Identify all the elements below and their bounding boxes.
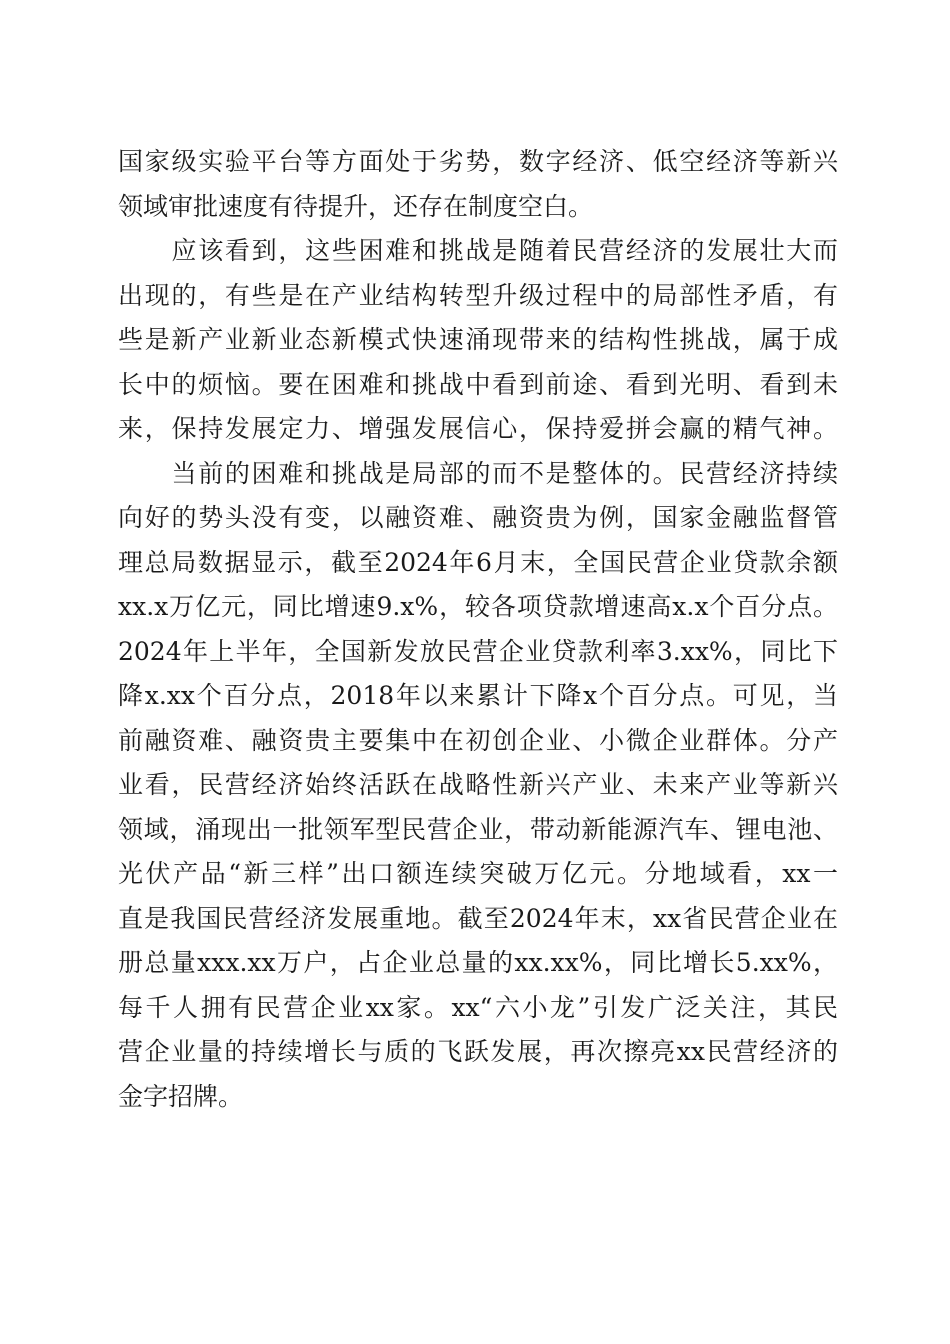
text-line: 出现的，有些是在产业结构转型升级过程中的局部性矛盾，有: [118, 280, 838, 310]
text-line: 向好的势头没有变，以融资难、融资贵为例，国家金融监督管: [118, 503, 838, 532]
text-line: 每千人拥有民营企业xx家。xx“六小龙”引发广泛关注，其民: [118, 992, 838, 1022]
text-line: 光伏产品“新三样”出口额连续突破万亿元。分地域看，xx一: [118, 859, 838, 888]
text-line: 来，保持发展定力、增强发展信心，保持爱拼会赢的精气神。: [118, 414, 838, 443]
text-line: 业看，民营经济始终活跃在战略性新兴产业、未来产业等新兴: [118, 770, 838, 799]
text-line: 前融资难、融资贵主要集中在初创企业、小微企业群体。分产: [118, 725, 838, 755]
text-line: 2024年上半年，全国新发放民营企业贷款利率3.xx%，同比下: [118, 636, 838, 666]
text-line: 理总局数据显示，截至2024年6月末，全国民营企业贷款余额: [118, 547, 838, 577]
text-line: 些是新产业新业态新模式快速涌现带来的结构性挑战，属于成: [118, 325, 838, 354]
text-line: 降x.xx个百分点，2018年以来累计下降x个百分点。可见，当: [118, 681, 838, 710]
text-line: 册总量xxx.xx万户，占企业总量的xx.xx%，同比增长5.xx%，: [118, 948, 838, 977]
text-line: 领域，涌现出一批领军型民营企业，带动新能源汽车、锂电池、: [118, 814, 838, 844]
text-line: 长中的烦恼。要在困难和挑战中看到前途、看到光明、看到未: [118, 369, 838, 399]
document-body: [118, 140, 838, 1119]
text-line: xx.x万亿元，同比增速9.x%，较各项贷款增速高x.x个百分点。: [118, 592, 838, 621]
text-line: 应该看到，这些困难和挑战是随着民营经济的发展壮大而: [118, 236, 838, 265]
text-line: 当前的困难和挑战是局部的而不是整体的。民营经济持续: [118, 458, 838, 488]
text-line: 金字招牌。: [118, 1081, 244, 1111]
text-line: 国家级实验平台等方面处于劣势，数字经济、低空经济等新兴: [118, 147, 838, 176]
text-line: 直是我国民营经济发展重地。截至2024年末，xx省民营企业在: [118, 903, 838, 933]
text-line: 领域审批速度有待提升，还存在制度空白。: [118, 191, 594, 221]
text-line: 营企业量的持续增长与质的飞跃发展，再次擦亮xx民营经济的: [118, 1037, 838, 1066]
